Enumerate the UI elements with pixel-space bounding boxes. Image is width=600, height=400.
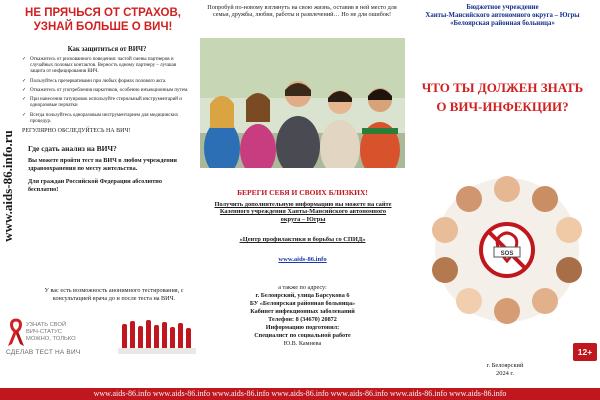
left-panel bbox=[0, 0, 200, 388]
list-item bbox=[22, 88, 192, 94]
list-item bbox=[22, 57, 192, 75]
prepared-role: Специалист по социальной работе bbox=[254, 332, 351, 339]
checkmark-icon: ✓ bbox=[22, 87, 27, 93]
organization-name bbox=[405, 4, 600, 29]
main-question-line-2: О ВИЧ-ИНФЕКЦИИ? bbox=[436, 99, 569, 114]
list-item bbox=[22, 113, 192, 125]
ribbon-block bbox=[4, 316, 124, 360]
vertical-site-url: www.aids-86.info.ru bbox=[0, 130, 15, 242]
tip-text: Всегда пользуйтесь одноразовым инструментарием для медицинских процедур. bbox=[30, 112, 179, 124]
site-link[interactable]: www.aids-86.info bbox=[278, 256, 327, 263]
checkmark-icon: ✓ bbox=[22, 78, 27, 84]
headline bbox=[10, 6, 196, 34]
right-panel bbox=[405, 0, 600, 388]
headline-line-2: УЗНАЙ БОЛЬШЕ О ВИЧ! bbox=[33, 21, 173, 33]
free-text: Для граждан Российской Федерации абсолютно бесплатно! bbox=[28, 178, 162, 193]
tip-text: При нанесении татуировок используйте стерильный инструментарий и одноразовые перчатки bbox=[30, 97, 182, 109]
tip-text: Откажитесь от употребления наркотиков, особенно инъекционным путем. bbox=[30, 87, 189, 93]
list-item bbox=[22, 79, 192, 85]
checkmark-icon: ✓ bbox=[22, 57, 27, 62]
center-name: «Центр профилактики и борьбы со СПИД» bbox=[239, 236, 366, 243]
main-question-line-1: ЧТО ТЫ ДОЛЖЕН ЗНАТЬ bbox=[421, 80, 584, 95]
headline-line-1: НЕ ПРЯЧЬСЯ ОТ СТРАХОВ, bbox=[25, 7, 181, 19]
where-heading: Где сдать анализ на ВИЧ? bbox=[28, 144, 117, 154]
org-line: Ханты-Мансийского автономного округа – Югры bbox=[425, 12, 580, 20]
group-photo bbox=[200, 38, 405, 168]
list-item bbox=[22, 97, 192, 109]
prepared-label: Информацию подготовил: bbox=[265, 324, 340, 331]
protection-section bbox=[22, 46, 192, 199]
more-info-text: Получить дополнительную информацию вы можете на сайте Казенного учреждения Ханты-Мансийского автономного округа – Югры bbox=[214, 201, 392, 223]
tips-list bbox=[22, 57, 192, 125]
ribbon-cta: СДЕЛАВ ТЕСТ НА ВИЧ bbox=[6, 349, 81, 356]
people-circle-hiv-icon bbox=[427, 175, 587, 325]
tip-text: Откажитесь от рискованного поведения: частой смены партнеров и случайных половых контактов. Верность одному партнеру – лучшая защита от инфицирования ВИЧ. bbox=[30, 57, 177, 75]
svg-text:SOS: SOS bbox=[500, 251, 514, 257]
address-line: а также по адресу: bbox=[278, 284, 327, 291]
phone-line: Телефон: 8 (34670) 20872 bbox=[268, 316, 337, 323]
org-line: Бюджетное учреждение bbox=[466, 4, 539, 11]
checkmark-icon: ✓ bbox=[22, 112, 27, 118]
address-line: Кабинет инфекционных заболеваний bbox=[250, 308, 355, 315]
protect-heading: Как защититься от ВИЧ? bbox=[67, 46, 147, 53]
test-tubes-icon bbox=[118, 318, 196, 356]
anonymous-testing-text: У вас есть возможность анонимного тестирования, с консультацией врача до и после теста на ВИЧ. bbox=[44, 287, 184, 302]
year: 2024 г. bbox=[496, 370, 514, 377]
age-rating-badge: 12+ bbox=[573, 343, 597, 361]
city-year bbox=[465, 362, 545, 378]
tip-text: Пользуйтесь презервативами при любых формах полового акта. bbox=[30, 78, 167, 84]
prepared-name: Ю.В. Камнева bbox=[283, 340, 322, 347]
org-line: «Белоярская районная больница» bbox=[450, 20, 555, 28]
intro-text: Попробуй по-новому взглянуть на свою жизнь, оставив в ней место для семьи, дружбы, любви, работы и развлечений… Но не для ошибок! bbox=[207, 4, 397, 19]
ribbon-text bbox=[26, 322, 76, 343]
main-question bbox=[405, 78, 600, 116]
middle-panel bbox=[200, 0, 405, 388]
address-line: г. Белоярский, улица Барсукова 6 bbox=[255, 292, 350, 299]
address-block bbox=[200, 284, 405, 348]
ribbon-line: УЗНАТЬ СВОЙ bbox=[26, 322, 67, 328]
ribbon-line: МОЖНО, ТОЛЬКО bbox=[26, 336, 76, 342]
checkmark-icon: ✓ bbox=[22, 97, 27, 103]
address-line: БУ «Белоярская районная больница» bbox=[249, 300, 356, 307]
care-heading: БЕРЕГИ СЕБЯ И СВОИХ БЛИЗКИХ! bbox=[237, 188, 368, 197]
where-text: Вы можете пройти тест на ВИЧ в любом учреждении здравоохранения по месту жительства. bbox=[28, 157, 177, 172]
regular-testing-note: РЕГУЛЯРНО ОБСЛЕДУЙТЕСЬ НА ВИЧ! bbox=[22, 128, 131, 135]
city: г. Белоярский bbox=[486, 362, 524, 369]
footer-url-strip: www.aids-86.info www.aids-86.info www.aids-86.info www.aids-86.info www.aids-86.info www.aids-86.info www.aids-86.info bbox=[0, 388, 600, 400]
red-awareness-ribbon-icon bbox=[6, 318, 26, 348]
ribbon-line: ВИЧ-СТАТУС bbox=[26, 329, 62, 335]
